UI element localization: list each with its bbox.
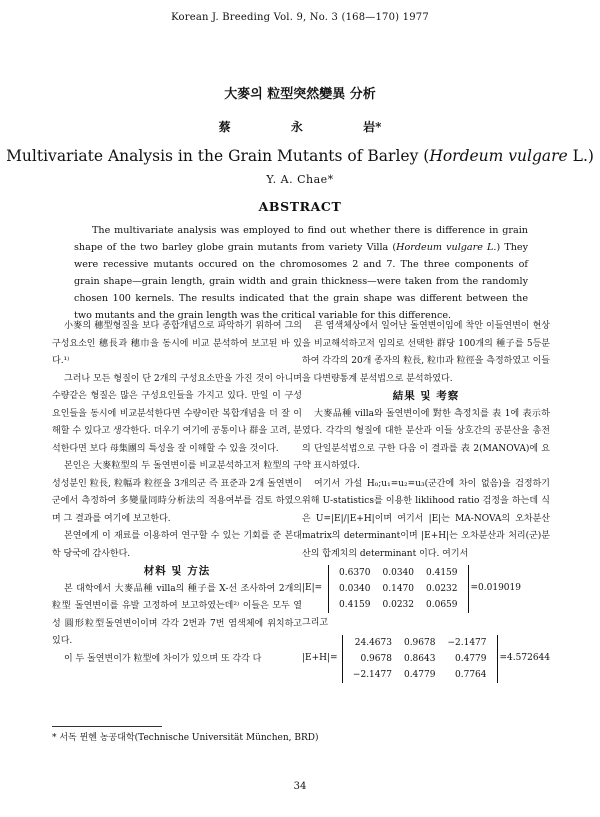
matrix-cell: 0.6370 (339, 568, 371, 578)
matrix-E-table (333, 565, 464, 613)
matrix-E-result: =0.019019 (470, 583, 521, 594)
matrix-cell: 0.7764 (455, 669, 487, 680)
matrix-cell: 0.8643 (403, 653, 436, 664)
section-heading-results: 結果 및 考察 (392, 390, 460, 402)
and-word: 그리고 (302, 618, 329, 628)
abstract-text-italic: Hordeum vulgare L. (396, 242, 497, 253)
matrix-E-bars (328, 565, 469, 613)
right-column (302, 318, 550, 685)
matrix-cell: 24.4673 (354, 637, 392, 648)
korean-title: 大麥의 粒型突然變異 分析 (224, 87, 376, 102)
result-paragraph-2: 여기서 가설 H₀;u₁=u₂=u₃(군간에 차이 없음)을 검정하기 위해 U-statistics를 이용한 liklihood ratio 검정을 하는데 식은 U=|E|/|E+H|이며 여기서 |E|는 MA-NOVA의 오차분산 matrix의 determinant이며 |E+H|는 오차분산과 처리(군)분산의 합계치의 determinant 이다. 여기서 (302, 478, 550, 559)
result-paragraph-1: 大麥品種 villa와 돌연변이에 對한 측정치를 表 1에 表示하였다. 각각의 형질에 대한 분산과 이들 상호간의 공분산을 총전의 단일분석법으로 구한 다음 이 결과를 表 2(MANOVA)에 요약 표시하였다. (302, 408, 550, 471)
author-char-2: 永 (290, 120, 303, 134)
left-column (52, 318, 302, 668)
english-title (0, 147, 600, 165)
matrix-row (347, 651, 493, 667)
matrix-cell: 0.4779 (455, 653, 487, 664)
matrix-cell: 0.4159 (426, 568, 458, 578)
matrix-EH (302, 635, 550, 683)
korean-author (0, 118, 600, 135)
abstract-body (74, 222, 528, 324)
intro-paragraph-3: 본인은 大麥粒型의 두 돌연변이를 비교분석하고저 粒型의 구성성분인 粒長, 粒幅과 粒徑을 3개의군 즉 표준과 2개 돌연변이군에서 측정하여 多變量同時分析法의 적용여부를 검토 하였으며 그 결과를 여기에 보고한다. (52, 461, 302, 524)
matrix-EH-bars (342, 635, 498, 683)
matrix-row (333, 581, 464, 597)
matrix-E-label: |E|= (302, 583, 323, 594)
page-number: 34 (293, 781, 307, 792)
english-author: Y. A. Chae* (266, 173, 334, 186)
matrix-cell: −2.1477 (352, 669, 392, 680)
matrix-E (302, 565, 550, 613)
matrix-cell: 0.0340 (382, 568, 414, 578)
author-char-3: 岩* (363, 120, 382, 134)
matrix-row (347, 667, 493, 683)
matrix-EH-result: =4.572644 (499, 652, 550, 663)
abstract-heading: ABSTRACT (258, 199, 342, 214)
footnote-divider (52, 726, 162, 727)
section-heading-methods: 材料 및 方法 (143, 565, 211, 577)
matrix-cell: 0.0232 (426, 584, 458, 594)
matrix-cell: 0.9678 (360, 653, 392, 664)
method-paragraph-2: 이 두 돌연변이가 粒型에 차이가 있으며 또 각각 다 (64, 653, 262, 664)
abstract-text-1: The multivariate analysis was employed to find out whether there is difference in grain shape of the two barley globe grain mutants from variety Villa ( (74, 225, 528, 253)
english-title-end: L.) (567, 147, 594, 165)
matrix-row (333, 565, 464, 581)
journal-header: Korean J. Breeding Vol. 9, No. 3 (168—170) 1977 (171, 12, 429, 23)
matrix-cell: 0.0340 (339, 584, 371, 594)
method-paragraph-1: 본 대학에서 大麥品種 villa의 種子를 X-선 조사하여 2개의 粒型 돌연변이를 유발 고정하여 보고하였는데²⁾ 이들은 모두 열성 圓形粒型돌연변이이며 각각 2번과 7번 염색체에 위치하고 있다. (52, 583, 302, 646)
matrix-cell: 0.9678 (403, 637, 436, 648)
english-title-main: Multivariate Analysis in the Grain Mutants of Barley ( (6, 147, 430, 165)
intro-paragraph-1: 小麥의 穗型형질을 보다 종합개념으로 파악하기 위하여 그의 구성요소인 穗長과 穗巾을 동시에 비교 분석하여 보고된 바 있다.¹⁾ (52, 321, 302, 366)
matrix-EH-label: |E+H|= (302, 652, 338, 663)
matrix-cell: 0.4779 (403, 669, 436, 680)
matrix-cell: 0.0659 (426, 600, 458, 610)
matrix-cell: 0.1470 (382, 584, 414, 594)
intro-paragraph-2: 그러나 모든 형질이 단 2개의 구성요소만을 가진 것이 아니며 수량같은 형질은 많은 구성요인들을 가지고 있다. 만일 이 구성요인들을 동시에 비교분석한다면 수량이란 복합개념을 더 잘 이해할 수 있다고 생각한다. 더우기 여기에 공통이나 群을 고려, 분석한다면 보다 母集團의 특성을 잘 이해할 수 있을 것이다. (52, 373, 302, 454)
matrix-EH-table (347, 635, 493, 683)
matrix-cell: 0.0232 (382, 600, 414, 610)
intro-paragraph-4: 본연에게 이 재료를 이용하여 연구할 수 있는 기회를 준 본대학 당국에 감사한다. (52, 531, 302, 559)
method-paragraph-continued: 른 염색체상에서 일어난 돌연변이임에 착안 이들연변이 현상을 비교해석하고저 임의로 선택한 群당 100개의 種子를 5등분하여 각각의 20개 종자의 粒長, 粒巾과 粒徑을 측정하였고 이들을 다변량통계 분석법으로 분석하였다. (302, 321, 550, 384)
author-char-1: 蔡 (218, 120, 231, 134)
matrix-cell: 0.4159 (339, 600, 371, 610)
abstract-text-2: ) They were recessive mutants occured on the chromosomes 2 and 7. The three components of grain shape—grain length, grain width and grain thickness—were taken from the randomly chosen 100 kernels. The results indicated that the grain shape was different between the two mutants and the grain length was the critical variable for this difference. (74, 242, 529, 321)
english-title-italic: Hordeum vulgare (429, 147, 568, 165)
matrix-row (333, 597, 464, 613)
matrix-cell: −2.1477 (447, 637, 487, 648)
matrix-row (347, 635, 493, 651)
footnote: * 서독 뮌헨 농공대학(Technische Universität München, BRD) (52, 733, 319, 743)
